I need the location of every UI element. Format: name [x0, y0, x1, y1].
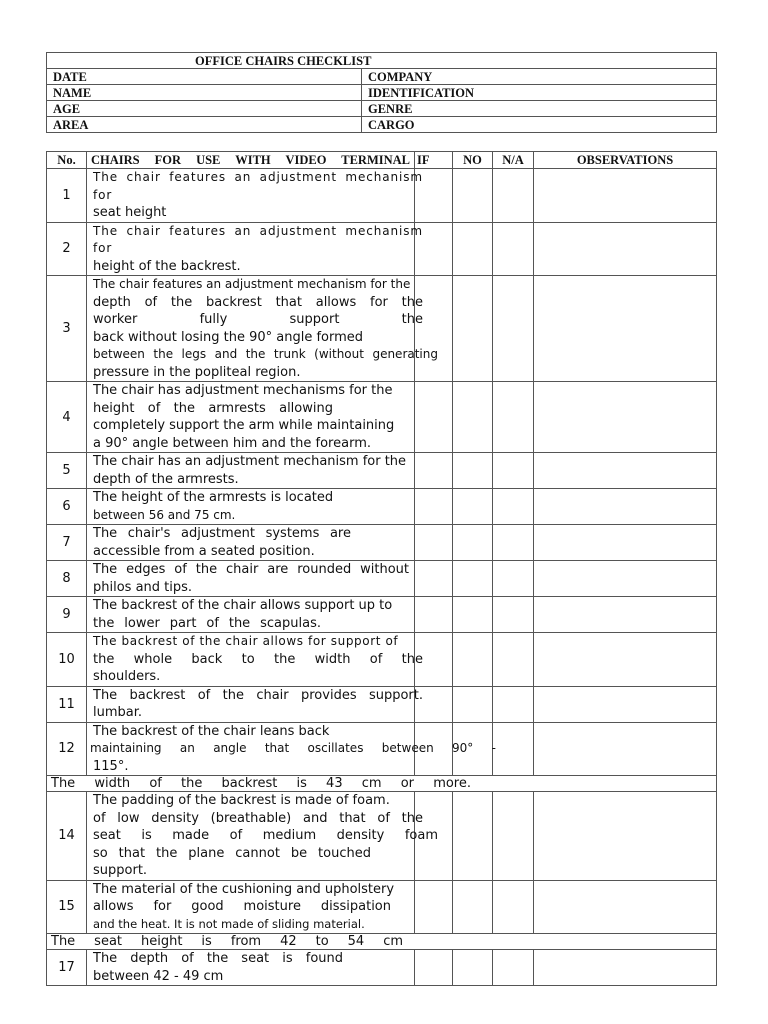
item-line: philos and tips. — [93, 579, 193, 595]
row-number: 10 — [47, 633, 87, 687]
observations-cell[interactable] — [534, 597, 717, 633]
item-line: between the legs and the trunk (without generating — [93, 347, 438, 361]
age-field: AGE — [47, 101, 362, 117]
observations-cell[interactable] — [534, 222, 717, 276]
company-field: COMPANY — [362, 69, 717, 85]
observations-cell[interactable] — [534, 950, 717, 986]
table-row — [47, 686, 717, 722]
table-row — [47, 722, 717, 776]
table-row — [47, 276, 717, 382]
table-row — [47, 597, 717, 633]
item-line: The chair features an adjustment mechanism for — [93, 170, 423, 202]
row-item-full — [47, 776, 717, 792]
row-item — [87, 276, 438, 382]
row-number: 11 — [47, 686, 87, 722]
na-cell[interactable] — [493, 686, 534, 722]
item-line: The backrest of the chair provides support. — [93, 687, 423, 703]
table-row — [47, 934, 717, 950]
item-line: The depth of the seat is found — [93, 951, 343, 966]
row-number: 2 — [47, 222, 87, 276]
table-row — [47, 453, 717, 489]
row-number: 7 — [47, 525, 87, 561]
item-line: The edges of the chair are rounded without — [93, 562, 409, 577]
table-row — [47, 382, 717, 453]
na-cell[interactable] — [493, 382, 534, 453]
no-cell[interactable] — [453, 169, 493, 223]
observations-cell[interactable] — [534, 792, 717, 881]
genre-field: GENRE — [362, 101, 717, 117]
na-cell[interactable] — [493, 453, 534, 489]
column-header-yes: IF — [415, 152, 453, 169]
row-number: 8 — [47, 561, 87, 597]
table-row — [47, 525, 717, 561]
row-item — [87, 561, 415, 597]
row-item — [87, 382, 415, 453]
row-number: 15 — [47, 880, 87, 934]
row-item — [87, 525, 415, 561]
no-cell[interactable] — [453, 950, 493, 986]
area-field: AREA — [47, 117, 362, 133]
no-cell[interactable] — [453, 525, 493, 561]
identification-field: IDENTIFICATION — [362, 85, 717, 101]
na-cell[interactable] — [493, 597, 534, 633]
row-number: 9 — [47, 597, 87, 633]
cargo-field: CARGO — [362, 117, 717, 133]
item-line: 115°. — [93, 758, 129, 774]
item-line: height of the armrests allowing — [93, 400, 333, 416]
observations-cell[interactable] — [534, 686, 717, 722]
observations-cell[interactable] — [534, 276, 717, 382]
na-cell[interactable] — [493, 950, 534, 986]
no-cell[interactable] — [453, 633, 493, 687]
table-row — [47, 561, 717, 597]
observations-cell[interactable] — [534, 561, 717, 597]
item-line: The chair features an adjustment mechanism for the — [93, 277, 411, 291]
item-line: the lower part of the scapulas. — [93, 615, 321, 631]
item-line: between 42 - 49 cm — [93, 968, 224, 984]
na-cell[interactable] — [493, 792, 534, 881]
observations-cell[interactable] — [534, 489, 717, 525]
item-line: The chair features an adjustment mechanism for — [93, 223, 423, 255]
checklist-title: OFFICE CHAIRS CHECKLIST — [47, 53, 717, 69]
item-line: support. — [93, 863, 148, 878]
item-line: a 90° angle between him and the forearm. — [93, 435, 371, 451]
row-item — [87, 633, 423, 687]
item-line: The chair has an adjustment mechanism for the — [93, 454, 407, 469]
na-cell[interactable] — [493, 561, 534, 597]
observations-cell[interactable] — [534, 525, 717, 561]
column-header-observations: OBSERVATIONS — [534, 152, 717, 169]
item-line: The backrest of the chair leans back — [93, 723, 330, 739]
checklist-header-row — [47, 152, 717, 169]
observations-cell[interactable] — [534, 382, 717, 453]
row-item — [87, 950, 415, 986]
header-info-table — [46, 52, 717, 133]
na-cell[interactable] — [493, 722, 534, 776]
checklist-table — [46, 151, 717, 986]
item-line: The width of the backrest is 43 cm or more. — [51, 775, 471, 791]
na-cell[interactable] — [493, 169, 534, 223]
no-cell[interactable] — [453, 597, 493, 633]
item-line: The chair's adjustment systems are — [93, 526, 351, 541]
no-cell[interactable] — [453, 489, 493, 525]
row-number: 12 — [47, 722, 87, 776]
table-row — [47, 950, 717, 986]
item-line: The seat height is from 42 to 54 cm — [51, 933, 403, 949]
observations-cell[interactable] — [534, 453, 717, 489]
no-cell[interactable] — [453, 792, 493, 881]
na-cell[interactable] — [493, 633, 534, 687]
row-item — [87, 686, 423, 722]
item-line: so that the plane cannot be touched — [93, 845, 371, 861]
observations-cell[interactable] — [534, 880, 717, 934]
item-line: worker fully support the — [93, 312, 423, 327]
row-item — [87, 792, 438, 881]
item-line: height of the backrest. — [93, 258, 241, 274]
no-cell[interactable] — [453, 453, 493, 489]
item-line: depth of the armrests. — [93, 471, 239, 487]
na-cell[interactable] — [493, 489, 534, 525]
na-cell[interactable] — [493, 525, 534, 561]
no-cell[interactable] — [453, 222, 493, 276]
row-item — [87, 722, 496, 776]
item-line: completely support the arm while maintaining — [93, 418, 395, 433]
item-line: seat height — [93, 205, 167, 220]
item-line: shoulders. — [93, 669, 161, 684]
row-number: 14 — [47, 792, 87, 881]
table-row — [47, 489, 717, 525]
row-number: 3 — [47, 276, 87, 382]
no-cell[interactable] — [453, 561, 493, 597]
observations-cell[interactable] — [534, 722, 717, 776]
date-field: DATE — [47, 69, 362, 85]
item-line: accessible from a seated position. — [93, 543, 315, 559]
item-line: of low density (breathable) and that of the — [93, 810, 423, 826]
table-row — [47, 792, 717, 881]
no-cell[interactable] — [453, 880, 493, 934]
no-cell[interactable] — [453, 382, 493, 453]
na-cell[interactable] — [493, 222, 534, 276]
observations-cell[interactable] — [534, 633, 717, 687]
item-line: back without losing the 90° angle formed — [93, 329, 364, 345]
na-cell[interactable] — [493, 880, 534, 934]
item-line: The material of the cushioning and upholstery — [93, 881, 395, 897]
item-line: The backrest of the chair allows support up to — [93, 598, 393, 613]
item-line: pressure in the popliteal region. — [93, 364, 301, 380]
row-item — [87, 489, 415, 525]
column-header-na: N/A — [493, 152, 534, 169]
row-item — [87, 880, 415, 934]
observations-cell[interactable] — [534, 169, 717, 223]
row-number: 6 — [47, 489, 87, 525]
item-line: seat is made of medium density foam — [93, 828, 438, 843]
item-line: maintaining an angle that oscillates between 90° - — [90, 741, 496, 755]
row-item — [87, 597, 415, 633]
table-row — [47, 169, 717, 223]
row-item — [87, 169, 423, 223]
column-header-item: CHAIRS FOR USE WITH VIDEO TERMINAL — [87, 152, 415, 169]
item-line: allows for good moisture dissipation — [93, 899, 391, 914]
row-number: 4 — [47, 382, 87, 453]
row-number: 1 — [47, 169, 87, 223]
name-field: NAME — [47, 85, 362, 101]
row-item — [87, 453, 415, 489]
item-line: and the heat. It is not made of sliding material. — [93, 916, 365, 931]
column-header-number: No. — [47, 152, 87, 169]
row-number: 17 — [47, 950, 87, 986]
table-row — [47, 880, 717, 934]
no-cell[interactable] — [453, 686, 493, 722]
table-row — [47, 633, 717, 687]
row-item — [87, 222, 423, 276]
column-header-no: NO — [453, 152, 493, 169]
item-line: The padding of the backrest is made of foam. — [93, 793, 390, 808]
table-row — [47, 776, 717, 792]
item-line: lumbar. — [93, 705, 143, 720]
no-cell[interactable] — [453, 276, 493, 382]
na-cell[interactable] — [493, 276, 534, 382]
item-line: depth of the backrest that allows for the — [93, 294, 423, 310]
item-line: The chair has adjustment mechanisms for the — [93, 383, 393, 398]
item-line: the whole back to the width of the — [93, 651, 423, 667]
row-number: 5 — [47, 453, 87, 489]
table-row — [47, 222, 717, 276]
item-line: The height of the armrests is located — [93, 490, 334, 505]
item-line: between 56 and 75 cm. — [93, 507, 236, 522]
row-item-full — [47, 934, 717, 950]
item-line: The backrest of the chair allows for support of — [93, 634, 399, 648]
